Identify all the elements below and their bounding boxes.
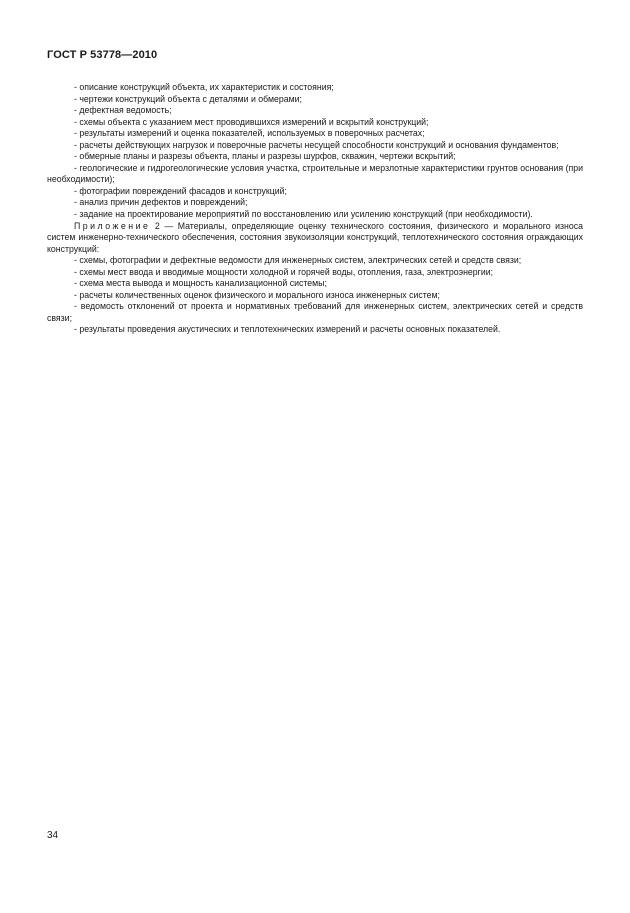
list-item: - результаты проведения акустических и теплотехнических измерений и расчеты основных показателей. — [74, 324, 501, 335]
annex-note — [47, 221, 583, 256]
list-item: - схема места вывода и мощность канализационной системы; — [74, 278, 327, 289]
annex-label: Приложение — [74, 220, 151, 231]
list-item: - геологические и гидрогеологические условия участка, строительные и мерзлотные характеристики грунтов основания (при необходимости); — [47, 162, 583, 185]
list-item: - задание на проектирование мероприятий по восстановлению или усилению конструкций (при необходимости). — [74, 209, 533, 220]
list-item: - ведомость отклонений от проекта и нормативных требований для инженерных систем, электрических сетей и средств связи; — [47, 301, 583, 323]
list-item: - описание конструкций объекта, их характеристик и состояния; — [74, 82, 334, 92]
list-item: - фотографии повреждений фасадов и конструкций; — [74, 185, 287, 196]
list-item: - дефектная ведомость; — [74, 105, 172, 116]
list-item: - расчеты количественных оценок физического и морального износа инженерных систем; — [74, 289, 440, 300]
list-item: - схемы объекта с указанием мест проводившихся измерений и вскрытий конструкций; — [74, 116, 429, 127]
page-number: 34 — [47, 830, 59, 841]
list-item: - чертежи конструкций объекта с деталями и обмерами; — [74, 93, 302, 104]
document-body — [47, 82, 583, 336]
annex-text: 2 — Материалы, определяющие оценку технического состояния, физического и морального износа систем инженерно-технического обеспечения, состояния звукоизоляции конструкций, теплотехнического состояния ограждающих конструкций: — [47, 220, 583, 254]
list-item: - схемы, фотографии и дефектные ведомости для инженерных систем, электрических сетей и средств связи; — [74, 255, 522, 266]
list-item: - схемы мест ввода и вводимые мощности холодной и горячей воды, отопления, газа, электроэнергии; — [74, 266, 494, 277]
list-item: - обмерные планы и разрезы объекта, планы и разрезы шурфов, скважин, чертежи вскрытий; — [74, 151, 456, 162]
list-item: - результаты измерений и оценка показателей, используемых в поверочных расчетах; — [74, 128, 425, 139]
document-header: ГОСТ Р 53778—2010 — [47, 49, 158, 61]
list-item: - расчеты действующих нагрузок и поверочные расчеты несущей способности конструкций и основания фундаментов; — [74, 139, 559, 150]
list-item: - анализ причин дефектов и повреждений; — [74, 197, 248, 208]
